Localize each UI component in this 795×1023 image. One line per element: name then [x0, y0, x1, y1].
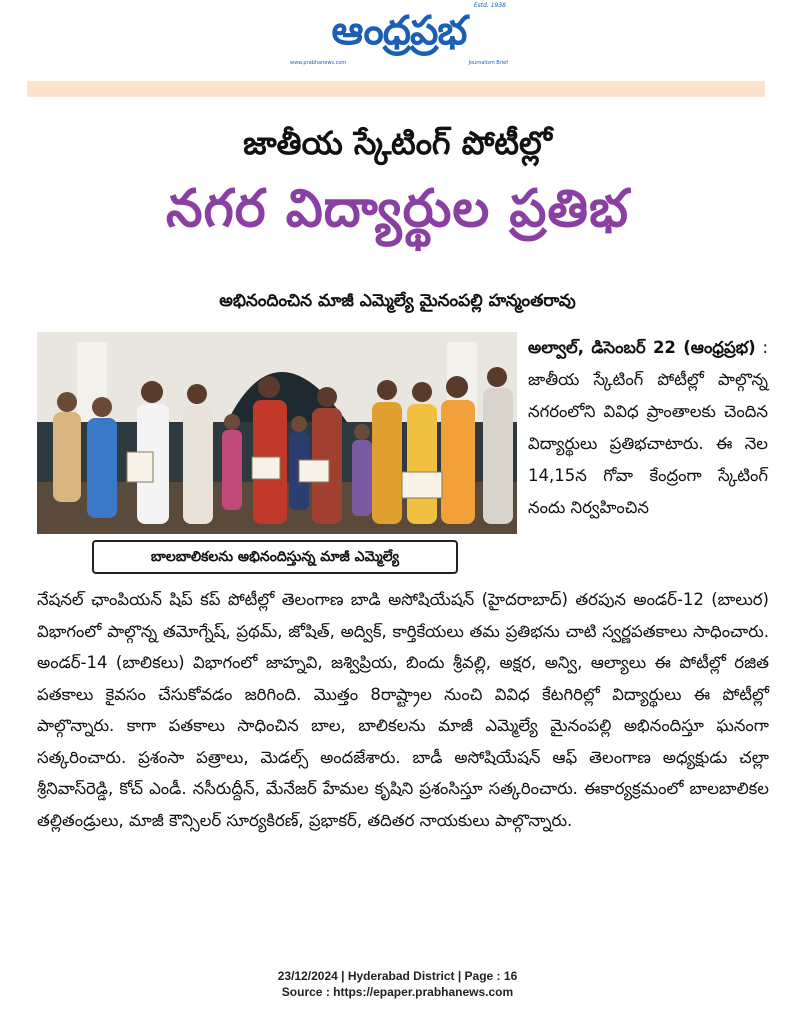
logo-tagline: Journalism Brief [468, 60, 508, 66]
header-band [27, 81, 765, 97]
article-body: నేషనల్ ఛాంపియన్ షిప్ కప్ పోటీల్లో తెలంగాణ బాడి అసోషియేషన్ (హైదరాబాద్) తరపున అండర్-12 (బాలుర) విభాగంలో పాల్గొన్న తమోగ్నేష్, ప్రథమ్, జోషిత్, అద్విక్, కార్తికేయలు తమ ప్రతిభను చాటి స్వర్ణపతకాలు సాధించారు. అండర్-14 (బాలికలు) విభాగంలో జాహ్నవి, జశ్విప్రియ, బిందు శ్రీవల్లి, అక్షర, అన్వి, ఆల్యాలు ఈ పోటీల్లో రజిత పతకాలు కైవసం చేసుకోవడం జరిగింది. మొత్తం 8రాష్ట్రాల నుంచి వివిధ కేటగిరిల్లో విద్యార్థులు ఈ పోటీల్లో పాల్గొన్నారు. కాగా పతకాలు సాధించిన బాల, బాలికలను మాజీ ఎమ్మెల్యే మైనంపల్లి అభినందిస్తూ ఘనంగా సత్కరించారు. ప్రశంసా పత్రాలు, మెడల్స్ అందజేశారు. బాడీ అసోషియేషన్ ఆఫ్ తెలంగాణ అధ్యక్షుడు చల్లా శ్రీనివాస్‌రెడ్డి, కోచ్ ఎండీ. నసీరుద్దీన్, మేనేజర్ హేమల కృషిని ప్రశంసిస్తూ సత్కరించారు. ఈకార్యక్రమంలో బాలబాలికల తల్లితండ్రులు, మాజీ కౌన్సిలర్ సూర్యకిరణ్, ప్రభాకర్, తదితర నాయకులు పాల్గొన్నారు. [37, 590, 769, 830]
masthead [0, 0, 795, 80]
photo-caption: బాలబాలికలను అభినందిస్తున్న మాజీ ఎమ్మెల్యే [92, 540, 458, 574]
footer-edition-info: 23/12/2024 | Hyderabad District | Page : 16 [277, 969, 518, 983]
article-kicker: జాతీయ స్కేటింగ్ పోటీల్లో [243, 124, 552, 162]
newspaper-logo [288, 2, 510, 66]
footer-source: Source : https://epaper.prabhanews.com [281, 985, 514, 999]
article-photo [37, 332, 517, 534]
page-footer [0, 968, 795, 1000]
article-lead: : జాతీయ స్కేటింగ్ పోటీల్లో పాల్గొన్న నగరంలోని వివిధ ప్రాంతాలకు చెందిన విద్యార్థులు ప్రతిభచాటారు. ఈ నెల 14,15న గోవా కేంద్రంగా స్కేటింగ్ నందు నిర్వహించిన [528, 338, 768, 517]
article-lead-column [528, 332, 768, 524]
logo-text: ఆంధ్రప్రభ [331, 8, 467, 54]
logo-url: www.prabhanews.com [290, 60, 347, 66]
article-dateline: అల్వాల్, డిసెంబర్ 22 (ఆంధ్రప్రభ) [528, 338, 756, 357]
article-subheadline: అభినందించిన మాజీ ఎమ్మెల్యే మైనంపల్లి హన్మంతరావు [219, 291, 576, 311]
photo-illustration [37, 332, 517, 534]
article-headline: నగర విద్యార్థుల ప్రతిభ [165, 179, 630, 239]
logo-estd: Estd. 1938 [473, 2, 506, 9]
